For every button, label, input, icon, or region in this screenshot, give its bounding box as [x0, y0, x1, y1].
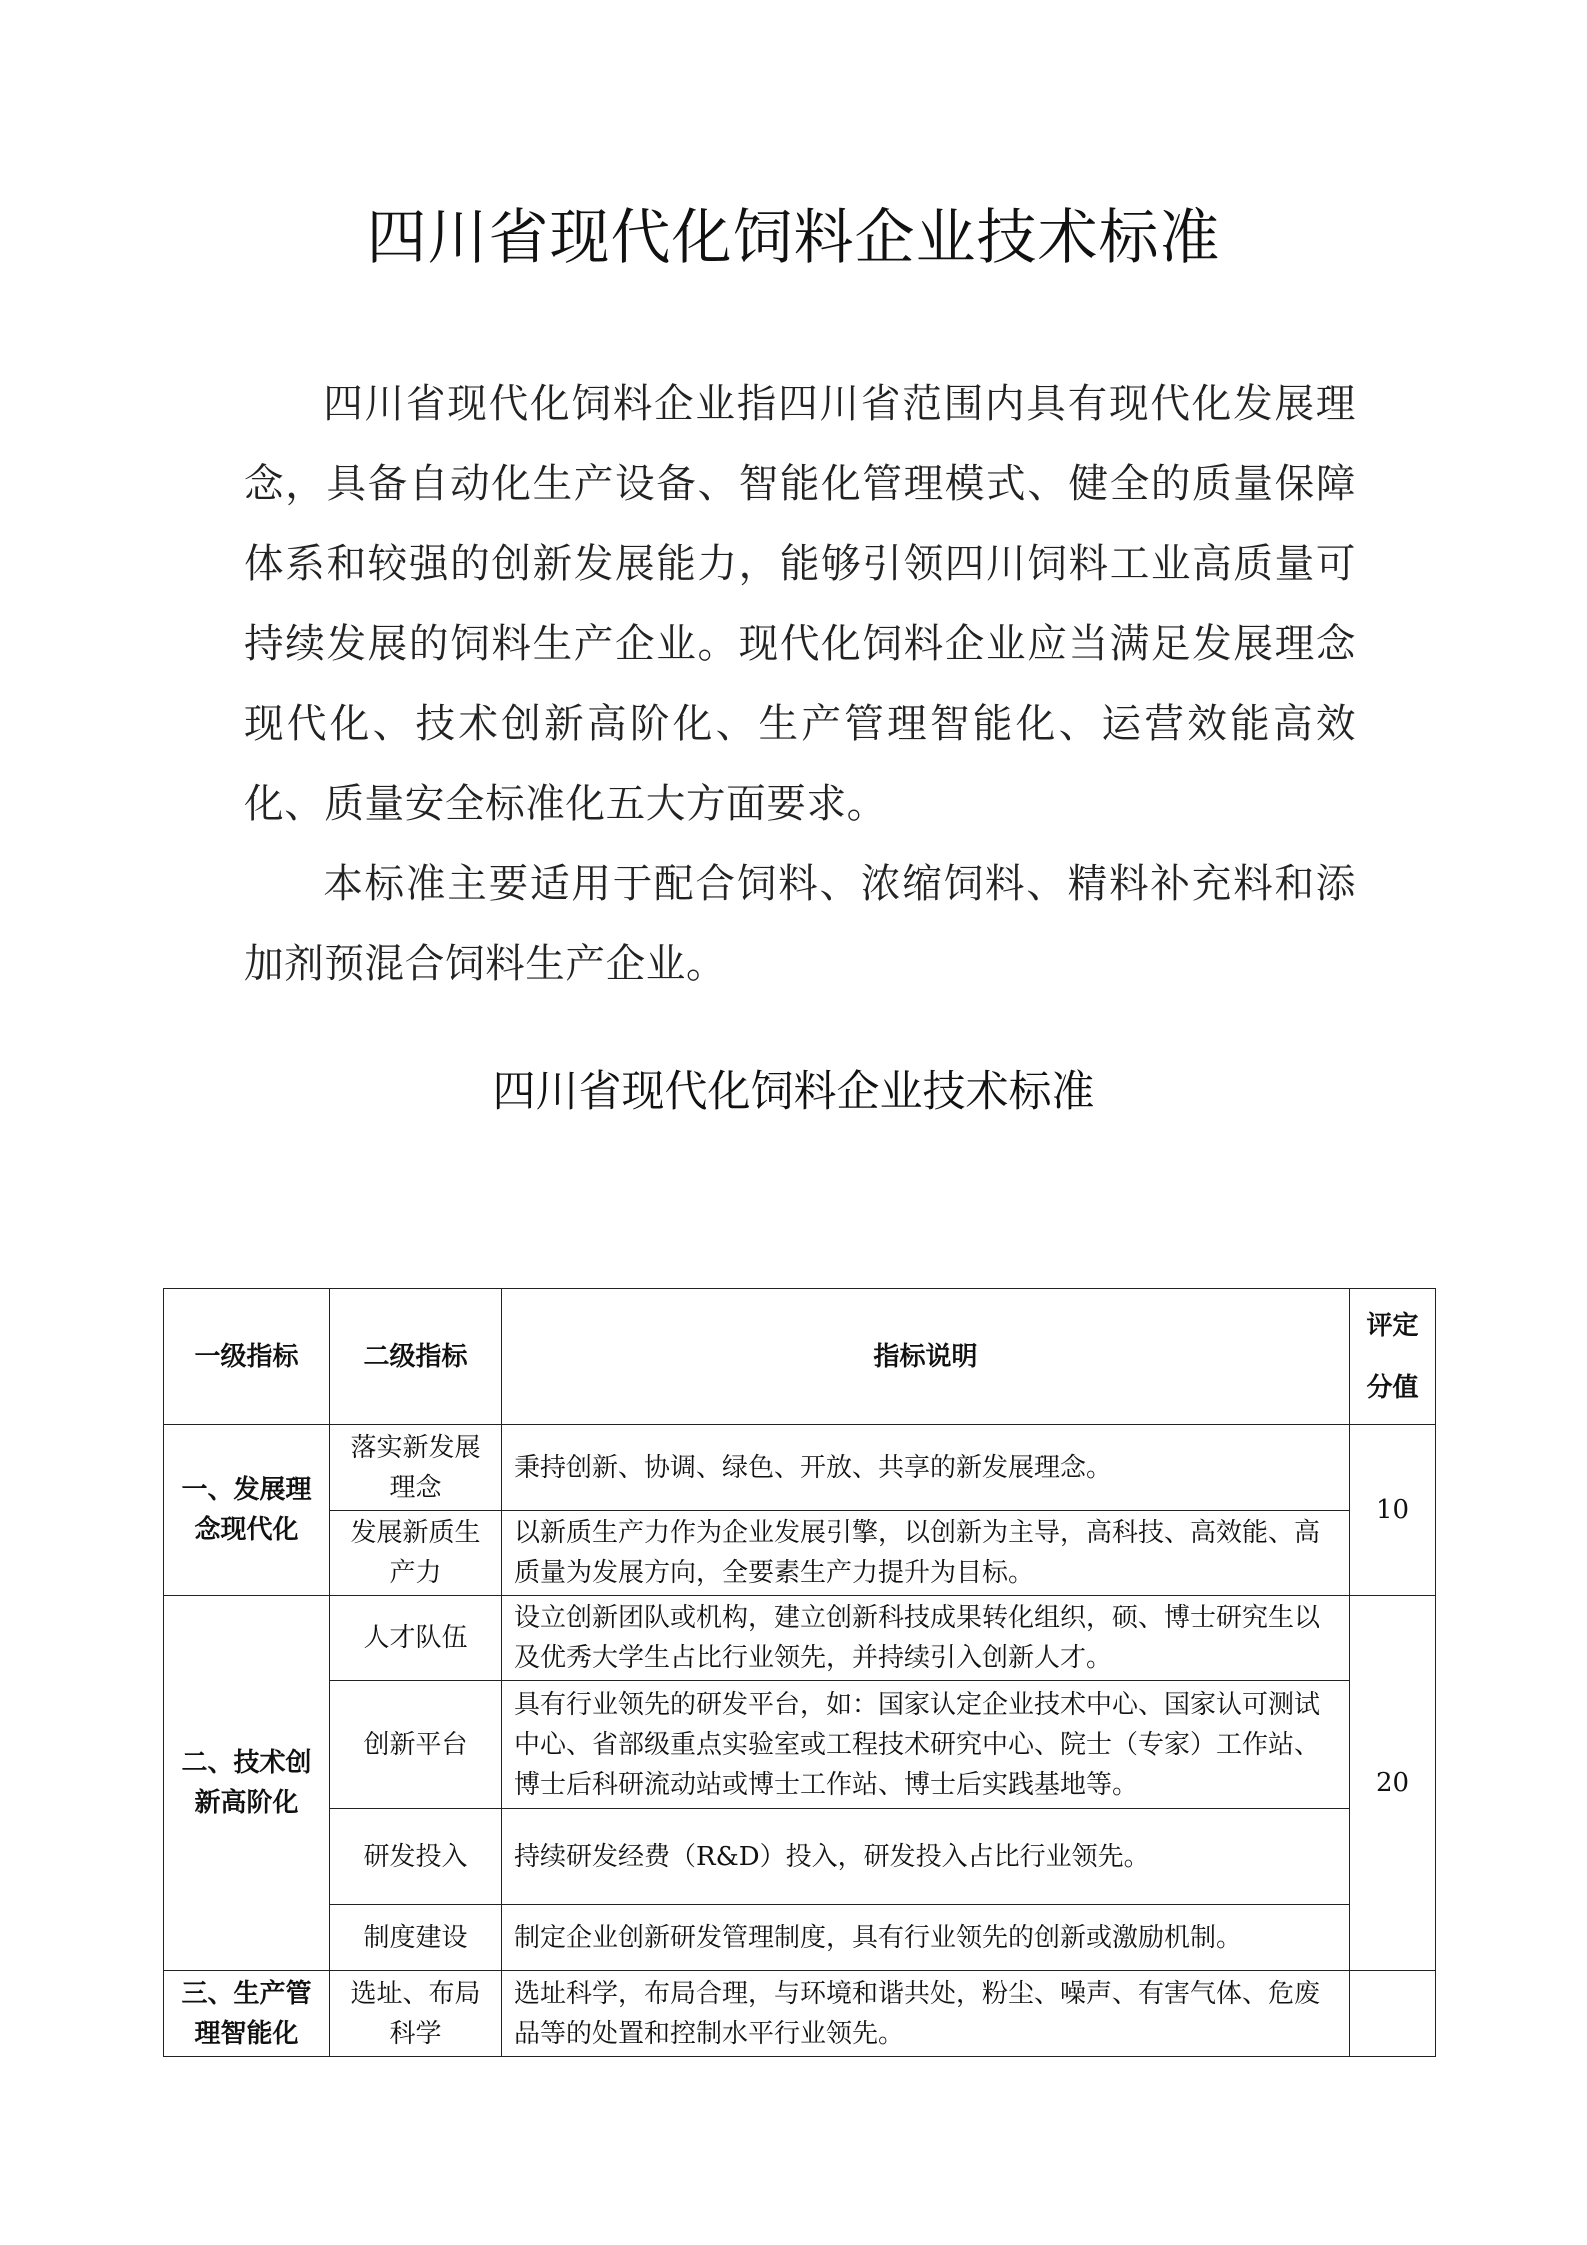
score-cell: 20 [1350, 1596, 1436, 1971]
score-cell: 10 [1350, 1425, 1436, 1596]
level2-cell: 落实新发展理念 [330, 1425, 502, 1511]
level2-cell: 人才队伍 [330, 1596, 502, 1681]
scope-paragraph: 本标准主要适用于配合饲料、浓缩饲料、精料补充料和添加剂预混合饲料生产企业。 [244, 861, 1356, 987]
header-level2: 二级指标 [330, 1289, 502, 1425]
table-row [164, 1971, 1436, 2057]
description-cell: 选址科学，布局合理，与环境和谐共处，粉尘、噪声、有害气体、危废品等的处置和控制水平行业领先。 [502, 1971, 1350, 2057]
description-cell: 设立创新团队或机构，建立创新科技成果转化组织，硕、博士研究生以及优秀大学生占比行业领先，并持续引入创新人才。 [502, 1596, 1350, 1681]
level2-cell: 制度建设 [330, 1905, 502, 1971]
intro-text [244, 364, 1356, 1004]
level2-cell: 创新平台 [330, 1681, 502, 1809]
table-row [164, 1511, 1436, 1596]
level2-cell: 发展新质生产力 [330, 1511, 502, 1596]
description-cell: 以新质生产力作为企业发展引擎，以创新为主导，高科技、高效能、高质量为发展方向，全要素生产力提升为目标。 [502, 1511, 1350, 1596]
score-cell [1350, 1971, 1436, 2057]
header-score-line1: 评定 [1366, 1310, 1419, 1341]
header-score [1350, 1289, 1436, 1425]
level2-cell: 研发投入 [330, 1809, 502, 1905]
level1-cell: 三、生产管理智能化 [164, 1971, 330, 2057]
level1-cell: 一、发展理念现代化 [164, 1425, 330, 1596]
table-row [164, 1809, 1436, 1905]
level2-cell: 选址、布局科学 [330, 1971, 502, 2057]
header-score-line2: 分值 [1366, 1372, 1419, 1403]
table-title: 四川省现代化饲料企业技术标准 [492, 1067, 1095, 1117]
intro-paragraph: 四川省现代化饲料企业指四川省范围内具有现代化发展理念，具备自动化生产设备、智能化管理模式、健全的质量保障体系和较强的创新发展能力，能够引领四川饲料工业高质量可持续发展的饲料生产企业。现代化饲料企业应当满足发展理念现代化、技术创新高阶化、生产管理智能化、运营效能高效化、质量安全标准化五大方面要求。 [244, 381, 1356, 827]
table-row [164, 1596, 1436, 1681]
header-level1: 一级指标 [164, 1289, 330, 1425]
description-cell: 持续研发经费（R&D）投入，研发投入占比行业领先。 [502, 1809, 1350, 1905]
table-row [164, 1425, 1436, 1511]
table-row [164, 1681, 1436, 1809]
description-cell: 制定企业创新研发管理制度，具有行业领先的创新或激励机制。 [502, 1905, 1350, 1971]
description-cell: 秉持创新、协调、绿色、开放、共享的新发展理念。 [502, 1425, 1350, 1511]
table-row [164, 1905, 1436, 1971]
table-header-row [164, 1289, 1436, 1425]
standards-table [163, 1288, 1436, 2057]
level1-cell: 二、技术创新高阶化 [164, 1596, 330, 1971]
header-description: 指标说明 [502, 1289, 1350, 1425]
description-cell: 具有行业领先的研发平台，如：国家认定企业技术中心、国家认可测试中心、省部级重点实验室或工程技术研究中心、院士（专家）工作站、博士后科研流动站或博士工作站、博士后实践基地等。 [502, 1681, 1350, 1809]
document-title: 四川省现代化饲料企业技术标准 [366, 203, 1221, 273]
